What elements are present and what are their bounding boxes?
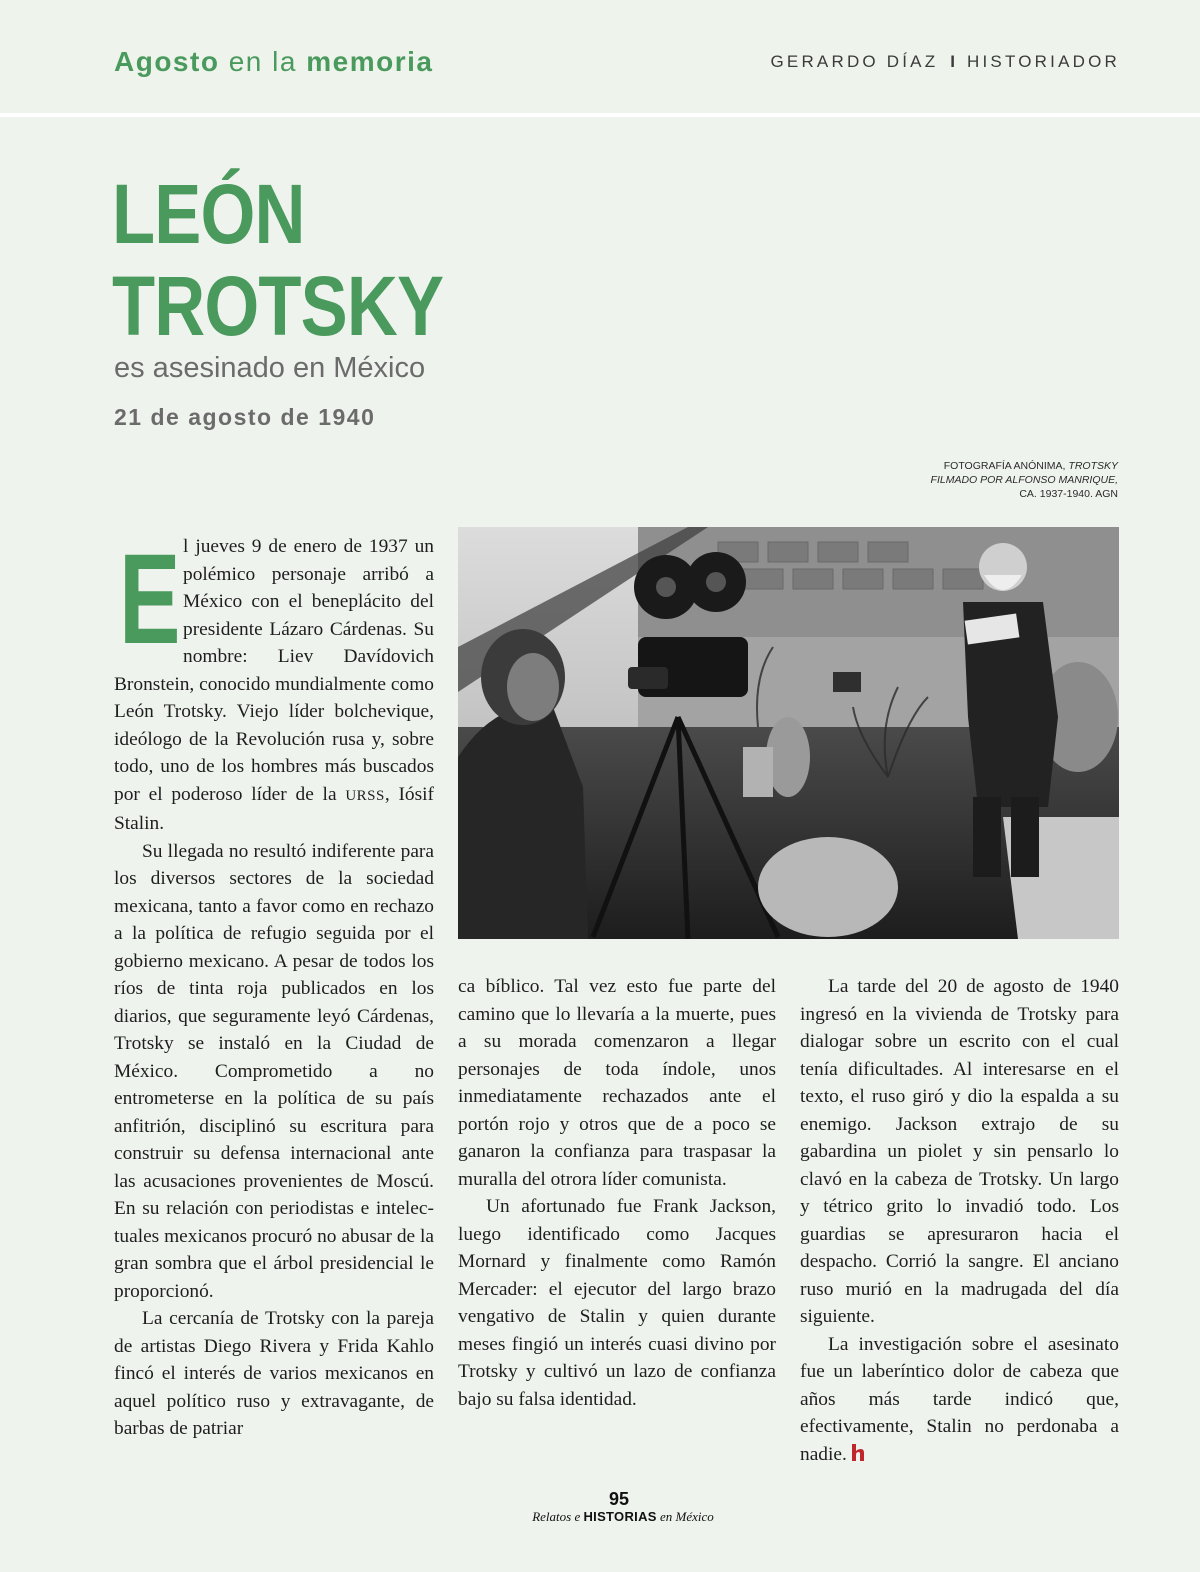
body-column-2: [458, 973, 776, 1413]
paragraph-5: Un afortunado fue Frank Jackson, luego identificado como Jacques Mornard y finalmente como Ramón Mercader: el ejecutor del largo brazo vengativo de Stalin y quien durante meses fingió un interés cuasi divino por Trotsky y cultivó un lazo de confianza bajo su falsa identidad.: [458, 1196, 776, 1410]
body-column-1: [114, 528, 434, 1443]
end-mark-icon: [850, 1444, 864, 1461]
paragraph-1-end: , Iósif Stalin.: [114, 783, 434, 834]
urss-smallcaps: URSS: [345, 787, 385, 804]
caption-credit: FOTOGRAFÍA ANÓNIMA,: [943, 460, 1069, 472]
paragraph-2: Su llegada no resultó indiferente para los diversos sectores de la sociedad mexicana, tanto a favor como en rechazo a la política de refugio seguida por el gobierno mexicano. A pesar de todos los ríos de tinta roja publicados en los diarios, que seguramente leyó Cárdenas, Trotsky se instaló en la Ciudad de México. Comprometido a no entrometerse en la política de su país anfitrión, disciplinó su escritura para construir su defensa internacional ante las acusaciones provenientes de Moscú. En su relación con periodistas e intelectuales mexicanos procuró no abusar de la gran sombra que el árbol presidencial le proporcionó.: [114, 840, 434, 1302]
header-divider: [0, 113, 1200, 117]
paragraph-7-text: La investigación sobre el asesinato fue un laberíntico dolor de cabeza que años más tarde indicó que, efectivamente, Stalin no perdonaba a nadie.: [800, 1333, 1119, 1465]
paragraph-7: [800, 1331, 1119, 1469]
publication-name-part3: en México: [656, 1509, 714, 1524]
historical-photo: [458, 527, 1119, 939]
article-title-line2: TROTSKY: [112, 259, 444, 353]
publication-brand: HISTORIAS: [583, 1509, 657, 1524]
section-title: [114, 46, 433, 78]
article-subtitle: es asesinado en México: [114, 352, 426, 384]
publication-name: [0, 1509, 1200, 1525]
page-number: 95: [608, 1489, 630, 1509]
caption-title-part2: FILMADO POR ALFONSO MANRIQUE,: [930, 474, 1118, 486]
publication-name-part1: Relatos e: [532, 1509, 584, 1524]
paragraph-1-text: l jueves 9 de enero de 1937 un polémico personaje arribó a México con el beneplácito del presidente Lázaro Cárdenas. Su nombre: Liev Davídovich Bronstein, conocido mundialmente como León Trotsky. Viejo líder bolchevique, ideólogo de la Revolución rusa y, sobre todo, uno de los hombres más buscados por el poderoso líder de la: [114, 536, 434, 805]
section-word-en-la: en la: [228, 46, 297, 77]
article-title: [112, 168, 443, 352]
byline-separator: I: [950, 52, 956, 71]
article-date: 21 de agosto de 1940: [114, 404, 376, 430]
paragraph-6: La tarde del 20 de agosto de 1940 ingresó en la vivienda de Trotsky para dialogar sobre un escrito con el cual tenía dificultades. Al interesarse en el texto, el ruso giró y dio la espalda a su enemigo. Jackson extrajo de su gabardina un piolet y sin pensarlo lo clavó en la cabeza de Trotsky. Un largo y tétrico grito lo invadió todo. Los guardias se apresuraron hacia el despacho. Corrió la sangre. El anciano ruso murió en la madrugada del día siguiente.: [800, 976, 1119, 1327]
drop-cap: E: [119, 528, 181, 671]
article-title-line1: LEÓN: [112, 167, 305, 261]
author-role: HISTORIADOR: [967, 52, 1120, 71]
author-byline: [770, 52, 1120, 72]
caption-date-source: CA. 1937-1940. AGN: [1019, 488, 1118, 500]
section-word-agosto: Agosto: [114, 46, 220, 77]
caption-title-part1: TROTSKY: [1068, 460, 1118, 472]
paragraph-3: La cercanía de Trotsky con la pareja de artistas Diego Rivera y Frida Kahlo fincó el interés de varios mexicanos en aquel político ruso y extravagante, de barbas de patriar: [114, 1308, 434, 1439]
author-name: GERARDO DÍAZ: [770, 52, 939, 71]
paragraph-4: ca bíblico. Tal vez esto fue parte del camino que lo llevaría a la muerte, pues a su morada comenzaron a llegar personajes de toda índole, unos inmediatamente rechazados ante el portón rojo y otros que de a poco se ganaron la confianza para traspasar la muralla del otrora líder comunista.: [458, 976, 776, 1190]
photo-illustration: [458, 527, 1119, 939]
section-word-memoria: memoria: [306, 46, 434, 77]
photo-caption: [888, 459, 1118, 501]
body-column-3: [800, 973, 1119, 1468]
